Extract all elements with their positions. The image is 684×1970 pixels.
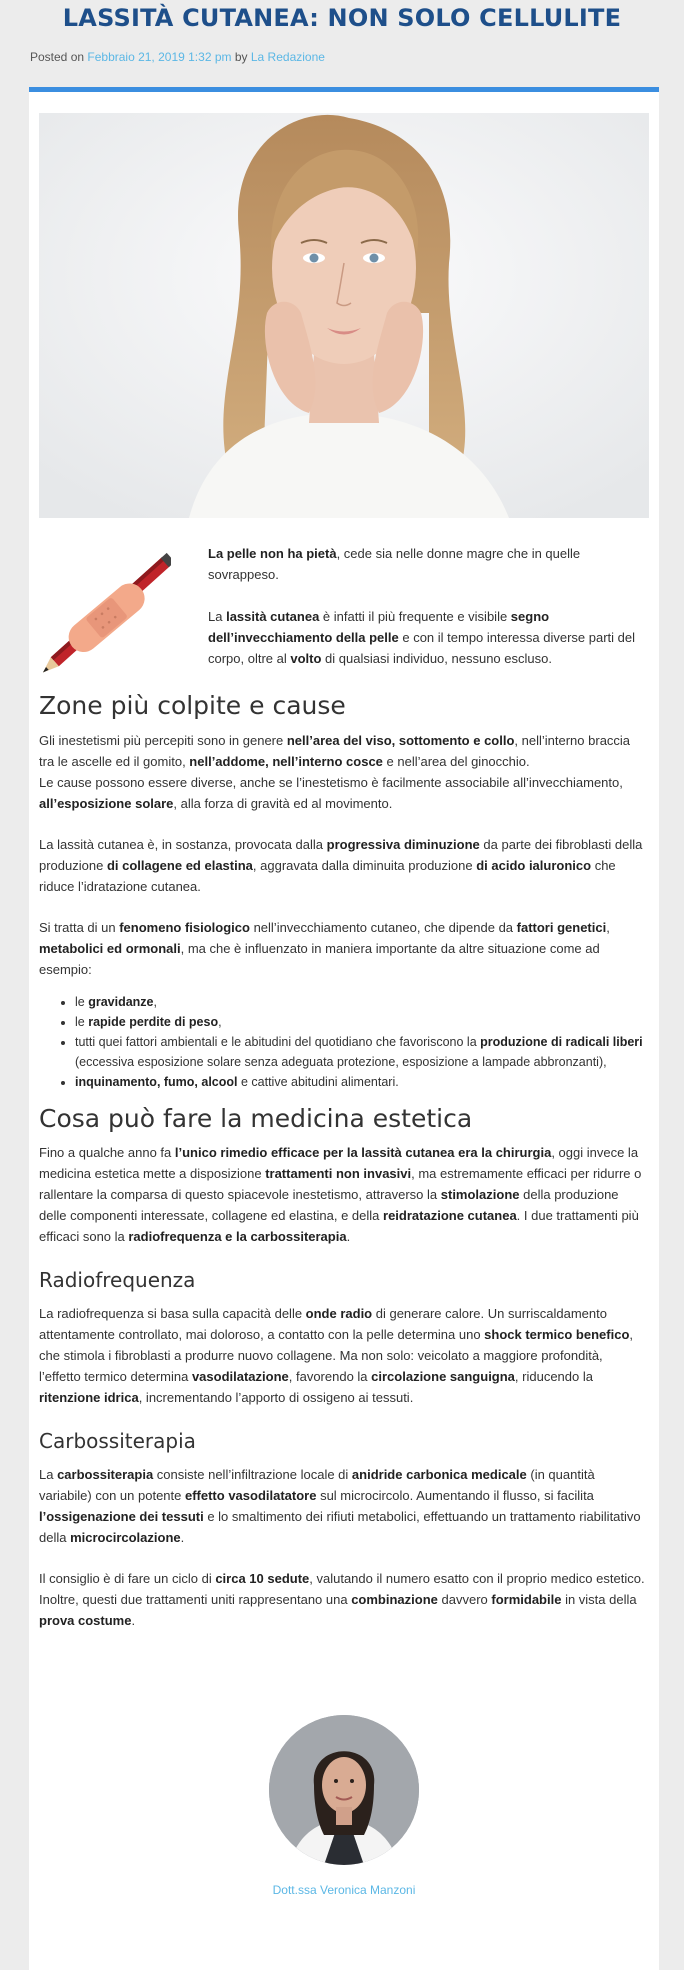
carbo-paragraph-2: [39, 1568, 647, 1631]
bold-text-run: nell’addome, nell’interno cosce: [189, 754, 383, 769]
bold-text-run: La pelle non ha pietà: [208, 546, 337, 561]
text-run: ,: [153, 995, 157, 1009]
bold-text-run: formidabile: [491, 1592, 562, 1607]
text-run: . I due trattamenti più efficaci sono la: [39, 1208, 639, 1244]
text-run: sul microcircolo. Aumentando il flusso, si facilita: [316, 1488, 594, 1503]
text-run: , ma che è influenzato in maniera importante da altre situazione come ad esempio:: [39, 941, 600, 977]
text-run: Fino a qualche anno fa: [39, 1145, 175, 1160]
author-box: [29, 1715, 659, 1897]
text-run: La lassità cutanea è, in sostanza, provocata dalla: [39, 837, 327, 852]
zone-paragraph-4: [39, 917, 647, 980]
hero-image: [39, 113, 649, 518]
bold-text-run: reidratazione cutanea: [383, 1208, 517, 1223]
text-run: Le cause possono essere diverse, anche se l’inestetismo è facilmente associabile all’invecchiamento,: [39, 775, 623, 790]
text-run: (eccessiva esposizione solare senza adeguata protezione, esposizione a lampade abbronzanti),: [75, 1055, 607, 1069]
text-run: e con il tempo interessa diverse parti del corpo, oltre al: [208, 630, 636, 666]
text-run: è infatti il più frequente e visibile: [319, 609, 511, 624]
doctor-portrait-icon: [269, 1715, 419, 1865]
bold-text-run: metabolici ed ormonali: [39, 941, 181, 956]
bold-text-run: stimolazione: [440, 1187, 520, 1202]
text-run: davvero: [437, 1592, 492, 1607]
text-run: Il consiglio è di fare un ciclo di: [39, 1571, 216, 1586]
text-run: di generare calore. Un surriscaldamento attentamente controllato, mai doloroso, a contatto con la pelle determina uno: [39, 1306, 607, 1342]
bandage-illustration: [41, 545, 171, 690]
bold-text-run: volto: [290, 651, 322, 666]
text-run: e cattive abitudini alimentari.: [237, 1075, 399, 1089]
text-run: , ma estremamente efficaci per ridurre o rallentare la comparsa di questo spiacevole inestetismo, attraverso la: [39, 1166, 642, 1202]
text-run: ,: [218, 1015, 222, 1029]
list-item: [75, 1012, 647, 1032]
text-run: e lo smaltimento dei rifiuti metabolici, effettuando un trattamento riabilitativo della: [39, 1509, 641, 1545]
text-run: , aggravata dalla diminuita produzione: [252, 858, 477, 873]
bold-text-run: all’esposizione solare: [39, 796, 174, 811]
by-label: by: [234, 50, 248, 64]
text-run: nell’invecchiamento cutaneo, che dipende da: [249, 920, 517, 935]
medicina-paragraph-1: [39, 1142, 647, 1247]
carbo-paragraph-1: [39, 1464, 647, 1548]
zone-paragraph-2: [39, 772, 647, 814]
text-run: da parte dei fibroblasti della produzione: [39, 837, 643, 873]
bold-text-run: rapide perdite di peso: [88, 1015, 219, 1029]
text-run: tutti quei fattori ambientali e le abitudini del quotidiano che favoriscono la: [75, 1035, 481, 1049]
woman-touching-face-photo-icon: [39, 113, 649, 518]
text-run: e nell’area del ginocchio.: [382, 754, 530, 769]
bold-text-run: di acido ialuronico: [476, 858, 592, 873]
radio-paragraph-1: [39, 1303, 647, 1408]
bold-text-run: anidride carbonica medicale: [351, 1467, 527, 1482]
bold-text-run: onde radio: [305, 1306, 373, 1321]
bold-text-run: produzione di radicali liberi: [480, 1035, 643, 1049]
bold-text-run: ritenzione idrica: [39, 1390, 139, 1405]
text-run: , cede sia nelle donne magre che in quelle sovrappeso.: [208, 546, 581, 582]
article-body: [39, 689, 647, 1631]
bold-text-run: fenomeno fisiologico: [119, 920, 250, 935]
page-title: LASSITÀ CUTANEA: NON SOLO CELLULITE: [62, 4, 622, 32]
intro-paragraph-2: [208, 606, 644, 669]
post-date-link[interactable]: Febbraio 21, 2019 1:32 pm: [87, 50, 232, 64]
text-run: , oggi invece la medicina estetica mette a disposizione: [39, 1145, 639, 1181]
text-run: , alla forza di gravità ed al movimento.: [173, 796, 393, 811]
heading-radiofrequenza: Radiofrequenza: [39, 1268, 196, 1292]
text-run: le: [75, 995, 89, 1009]
author-avatar[interactable]: [269, 1715, 419, 1865]
text-run: , riducendo la: [514, 1369, 593, 1384]
heading-zone: Zone più colpite e cause: [39, 691, 346, 720]
bold-text-run: shock termico benefico: [484, 1327, 630, 1342]
bold-text-run: combinazione: [351, 1592, 438, 1607]
text-run: La: [39, 1467, 58, 1482]
post-author-link[interactable]: La Redazione: [250, 50, 325, 64]
text-run: La radiofrequenza si basa sulla capacità delle: [39, 1306, 306, 1321]
bold-text-run: carbossiterapia: [57, 1467, 154, 1482]
text-run: Si tratta di un: [39, 920, 120, 935]
bold-text-run: microcircolazione: [70, 1530, 181, 1545]
text-run: ,: [606, 920, 610, 935]
bold-text-run: circolazione sanguigna: [371, 1369, 515, 1384]
pencil-with-bandage-icon: [41, 545, 171, 690]
text-run: di qualsiasi individuo, nessuno escluso.: [321, 651, 552, 666]
heading-carbossiterapia: Carbossiterapia: [39, 1429, 196, 1453]
bold-text-run: prova costume: [39, 1613, 132, 1628]
list-item: [75, 1032, 647, 1072]
bold-text-run: radiofrequenza e la carbossiterapia: [128, 1229, 347, 1244]
text-run: , incrementando l’apporto di ossigeno ai tessuti.: [138, 1390, 414, 1405]
bold-text-run: progressiva diminuzione: [326, 837, 480, 852]
list-item: [75, 992, 647, 1012]
bold-text-run: fattori genetici: [516, 920, 607, 935]
bold-text-run: inquinamento, fumo, alcool: [75, 1075, 238, 1089]
bold-text-run: l’ossigenazione dei tessuti: [39, 1509, 204, 1524]
text-run: consiste nell’infiltrazione locale di: [153, 1467, 352, 1482]
zone-paragraph-1: [39, 730, 647, 772]
bold-text-run: lassità cutanea: [226, 609, 320, 624]
text-run: , favorendo la: [288, 1369, 372, 1384]
text-run: Gli inestetismi più percepiti sono in genere: [39, 733, 287, 748]
posted-on-label: Posted on: [30, 50, 85, 64]
text-run: in vista della: [561, 1592, 637, 1607]
zone-paragraph-3: [39, 834, 647, 897]
bold-text-run: effetto vasodilatatore: [184, 1488, 317, 1503]
text-run: le: [75, 1015, 89, 1029]
text-run: La: [208, 609, 227, 624]
text-run: , nell’interno braccia tra le ascelle ed il gomito,: [39, 733, 631, 769]
bold-text-run: trattamenti non invasivi: [265, 1166, 412, 1181]
text-run: .: [346, 1229, 351, 1244]
text-run: .: [131, 1613, 136, 1628]
intro-paragraph-1: [208, 543, 644, 585]
text-run: della produzione delle componenti interessate, collagene ed elastina, e della: [39, 1187, 619, 1223]
bold-text-run: gravidanze: [88, 995, 154, 1009]
bold-text-run: vasodilatazione: [191, 1369, 289, 1384]
text-run: (in quantità variabile) con un potente: [39, 1467, 595, 1503]
list-item: [75, 1072, 647, 1092]
bold-text-run: segno dell’invecchiamento della pelle: [208, 609, 550, 645]
text-run: che riduce l’idratazione cutanea.: [39, 858, 616, 894]
text-run: .: [180, 1530, 185, 1545]
bold-text-run: di collagene ed elastina: [106, 858, 253, 873]
text-run: , che stimola i fibroblasti a produrre nuovo collagene. Ma non solo: veicolato a maggiore profondità, l’effetto termico determina: [39, 1327, 634, 1384]
factors-list: [39, 992, 647, 1092]
post-meta: [30, 50, 325, 64]
intro-text: [208, 543, 644, 690]
bold-text-run: l’unico rimedio efficace per la lassità cutanea era la chirurgia: [174, 1145, 552, 1160]
article-card: [29, 87, 659, 1970]
bold-text-run: nell’area del viso, sottomento e collo: [286, 733, 515, 748]
bold-text-run: circa 10 sedute: [215, 1571, 310, 1586]
author-name[interactable]: Dott.ssa Veronica Manzoni: [272, 1883, 416, 1897]
heading-medicina: Cosa può fare la medicina estetica: [39, 1104, 473, 1133]
text-run: , valutando il numero esatto con il proprio medico estetico. Inoltre, questi due trattamenti uniti rappresentano una: [39, 1571, 645, 1607]
